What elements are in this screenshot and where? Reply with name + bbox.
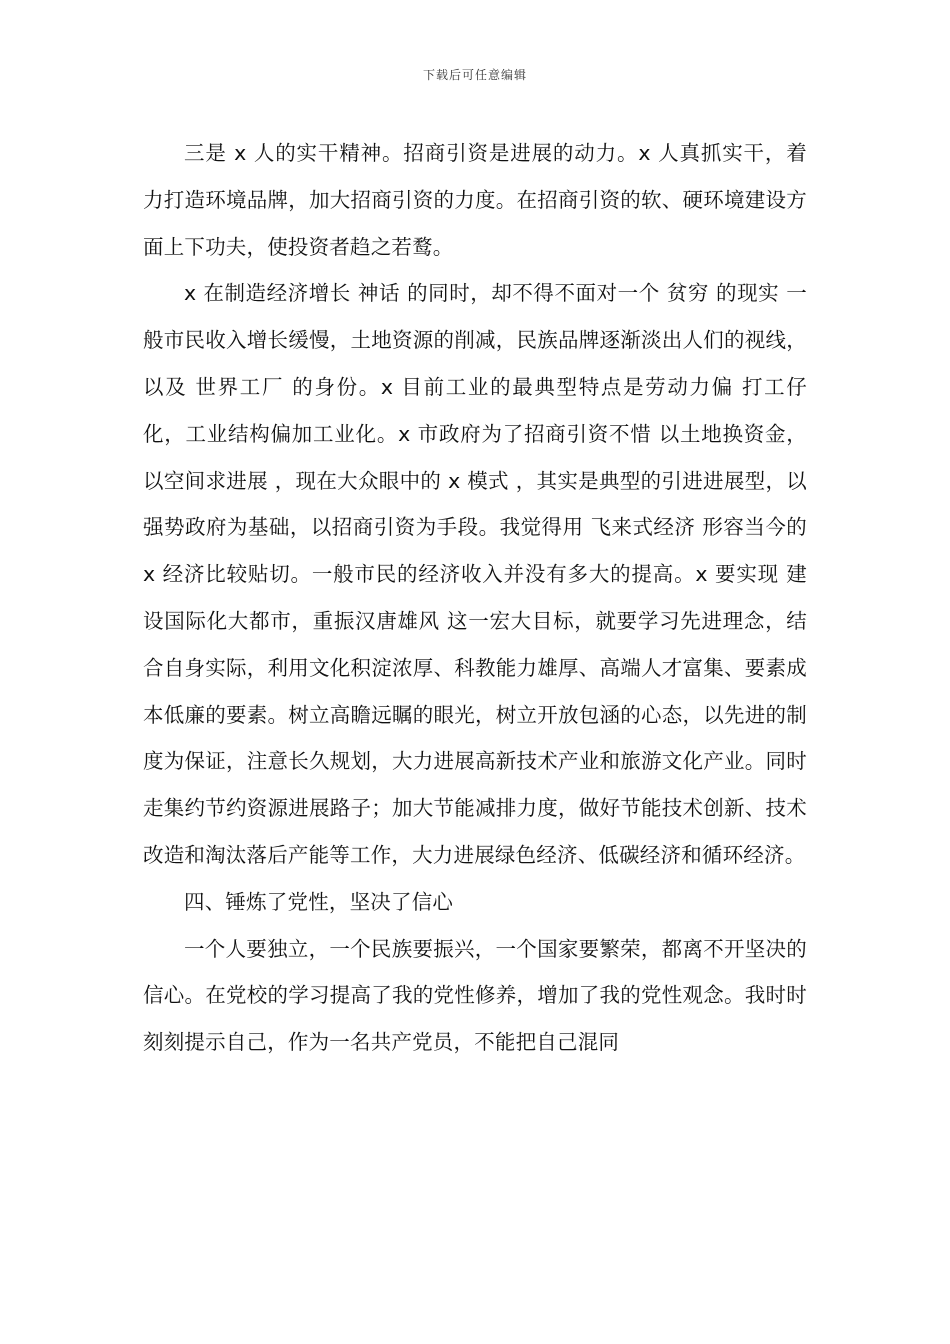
document-body xyxy=(143,130,807,1066)
paragraph-confidence: 一个人要独立，一个民族要振兴，一个国家要繁荣，都离不开坚决的信心。在党校的学习提高了我的党性修养，增加了我的党性观念。我时时刻刻提示自己，作为一名共产党员，不能把自己混同 xyxy=(143,936,807,1055)
paragraph-investment-spirit: 三是 x 人的实干精神。招商引资是进展的动力。x 人真抓实干，着力打造环境品牌，加大招商引资的力度。在招商引资的软、硬环境建设方面上下功夫，使投资者趋之若鹜。 xyxy=(143,141,807,259)
section-heading-party-spirit: 四、锤炼了党性，坚决了信心 xyxy=(184,889,454,914)
paragraph-economic-reality: x 在制造经济增长 神话 的同时，却不得不面对一个 贫穷 的现实 一般市民收入增长缓慢，土地资源的削减，民族品牌逐渐淡出人们的视线，以及 世界工厂 的身份。x 目前工业的最典型特点是劳动力偏 打工仔 化，工业结构偏加工业化。x 市政府为了招商引资不惜 以土地换资金，以空间求进展 ，现在大众眼中的 x 模式 ，其实是典型的引进进展型，以强势政府为基础，以招商引资为手段。我觉得用 飞来式经济 形容当今的 x 经济比较贴切。一般市民的经济收入并没有多大的提高。x 要实现 建设国际化大都市，重振汉唐雄风 这一宏大目标，就要学习先进理念，结合自身实际，利用文化积淀浓厚、科教能力雄厚、高端人才富集、要素成本低廉的要素。树立高瞻远瞩的眼光，树立开放包涵的心态，以先进的制度为保证，注意长久规划，大力进展高新技术产业和旅游文化产业。同时走集约节约资源进展路子；加大节能减排力度，做好节能技术创新、技术改造和淘汰落后产能等工作，大力进展绿色经济、低碳经济和循环经济。 xyxy=(143,281,807,867)
header-note: 下载后可任意编辑 xyxy=(422,68,527,82)
